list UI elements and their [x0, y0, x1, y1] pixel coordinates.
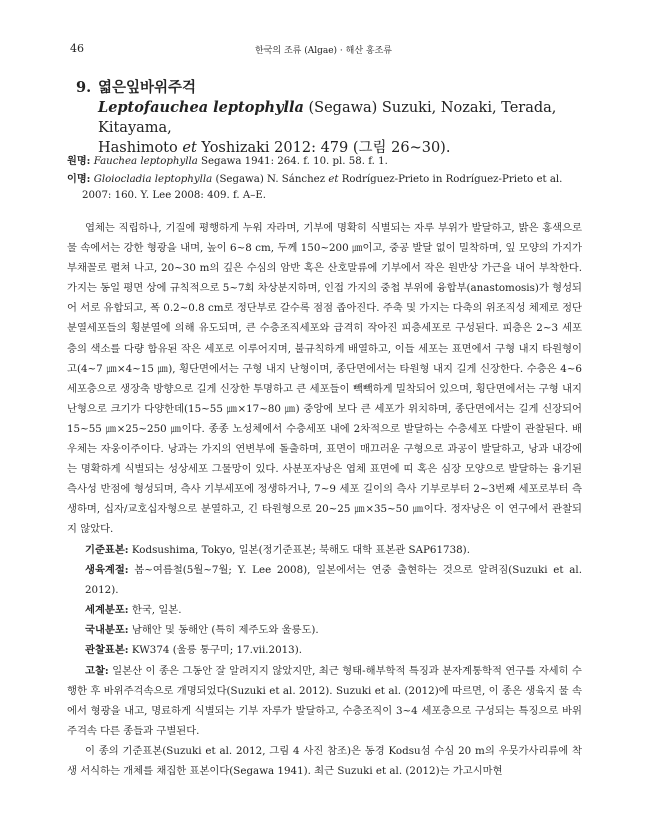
life-history: 생육계절: 봄~여름철(5월~7월; Y. Lee 2008), 일본에서는 연중 출현하는 것으로 알려짐(Suzuki et al. 2012). — [85, 564, 583, 597]
scientific-name: Leptofauchea leptophylla — [98, 99, 304, 116]
page-number: 46 — [70, 42, 84, 55]
examined-specimen: 관찰표본: KW374 (울릉 통구미; 17.vii.2013). — [85, 644, 303, 657]
description — [67, 218, 582, 540]
korean-name: 엷은잎바위주걱 — [98, 79, 197, 96]
species-number: 9. — [76, 79, 92, 96]
synonym-line: 이명: Gloiocladia leptophylla (Segawa) N. Sánchez et Rodríguez-Prieto in Rodríguez-Prieto et al. — [67, 172, 563, 185]
species-metadata — [67, 540, 582, 781]
species-title — [76, 78, 576, 158]
synonymy — [67, 153, 582, 205]
description-paragraph: 엽체는 직립하나, 기질에 평행하게 누워 자라며, 기부에 명확히 식별되는 자루 부위가 발달하고, 밝은 홍색으로 물 속에서는 강한 형광을 내며, 높이 6~8 cm, 두께 150~200 ㎛이고, 중공 발달 없이 밀착하며, 잎 모양의 가지가 부채꼴로 펼쳐 나고, 20~30 m의 깊은 수심의 암반 혹은 산호말류에 기부에서 작은 원반상 가근을 내어 부착한다. 가지는 동일 평면 상에 규칙적으로 5~7회 차상분지하며, 인접 가지의 중첩 부위에 융합부(anastomosis)가 형성되어 서로 유합되고, 폭 0.2~0.8 cm로 정단부로 갈수록 점점 좁아진다. 주축 및 가지는 다축의 위조직성 체제로 정단 분열세포들의 횡분열에 의해 유도되며, 큰 수층조직세포와 급격히 작아진 피층세포로 구성된다. 피층은 2~3 세포층의 색소를 다량 함유된 작은 세포로 이루어지며, 불규칙하게 배열하고, 이들 세포는 표면에서 구형 내지 타원형이고(4~7 ㎛×4~15 ㎛), 횡단면에서는 구형 내지 난형이며, 종단면에서는 타원형 내지 길게 신장한다. 수층은 4~6 세포층으로 생장축 방향으로 길게 신장한 투명하고 큰 세포들이 빽빽하게 밀착되어 있으며, 횡단면에서는 구형 내지 난형으로 크기가 다양한데(15~55 ㎛×17~80 ㎛) 중앙에 보다 큰 세포가 위치하며, 종단면에서는 길게 신장되어 15~55 ㎛×25~250 ㎛이다. 종종 노성체에서 수층세포 내에 2차적으로 발달하는 수층세포 다발이 관찰된다. 배우체는 자웅이주이다. 낭과는 가지의 연변부에 돌출하며, 표면이 매끄러운 구형으로 과공이 발달하고, 낭과 내강에는 명확하게 식별되는 성상세포 그물망이 있다. 사분포자낭은 엽체 표면에 띠 혹은 심장 모양으로 발달하는 융기된 측사성 반점에 형성되며, 측사 기부세포에 정생하거나, 7~9 세포 길이의 측사 기부로부터 2~3번째 세포로부터 측생하며, 십자/교호십자형으로 분열하고, 긴 타원형으로 20~25 ㎛×35~50 ㎛이다. 정자낭은 이 연구에서 관찰되지 않았다. — [67, 222, 582, 536]
authority-line-1: (Segawa) Suzuki, Nozaki, Terada, Kitayama, — [98, 100, 557, 136]
type-specimen: 기준표본: Kodsushima, Tokyo, 일본(정기준표본; 북해도 대학 표본관 SAP61738). — [85, 544, 470, 556]
remarks-continued: 이 종의 기준표본(Suzuki et al. 2012, 그림 4 사진 참조)은 동경 Kodsu섬 수심 20 m의 우뭇가사리류에 착생 서식하는 개체를 채집한 표본이다(Segawa 1941). 최근 Suzuki et al. (2012)는 가고시마현 — [67, 744, 582, 778]
basionym-line: 원명: Fauchea leptophylla Segawa 1941: 264. f. 10. pl. 58. f. 1. — [67, 155, 388, 167]
page-header — [70, 42, 577, 58]
domestic-distribution: 국내분포: 남해안 및 동해안 (특히 제주도와 울릉도). — [85, 624, 319, 637]
authority-et: et — [182, 140, 197, 156]
running-head: 한국의 조류 (Algae) · 해산 홍조류 — [255, 46, 392, 56]
authority-line-2a: Hashimoto — [98, 140, 178, 156]
world-distribution: 세계분포: 한국, 일본. — [85, 604, 182, 617]
authority-line-2b: Yoshizaki 2012: 479 (그림 26~30). — [201, 140, 451, 156]
synonym-line-continued: 2007: 160. Y. Lee 2008: 409. f. A–E. — [82, 190, 266, 201]
remarks: 고찰: 일본산 이 종은 그동안 잘 알려지지 않았지만, 최근 형태-해부학적 특징과 분자계통학적 연구를 자세히 수행한 후 바위주걱속으로 개명되었다(Suzuki et al. 2012). Suzuki et al. (2012)에 따르면, 이 종은 생육지 물 속에서 형광을 내고, 명료하게 식별되는 기부 자루가 발달하고, 수층조직이 3~4 세포층으로 구성되는 특징으로 바위주걱속 다른 종들과 구별된다. — [67, 664, 582, 737]
